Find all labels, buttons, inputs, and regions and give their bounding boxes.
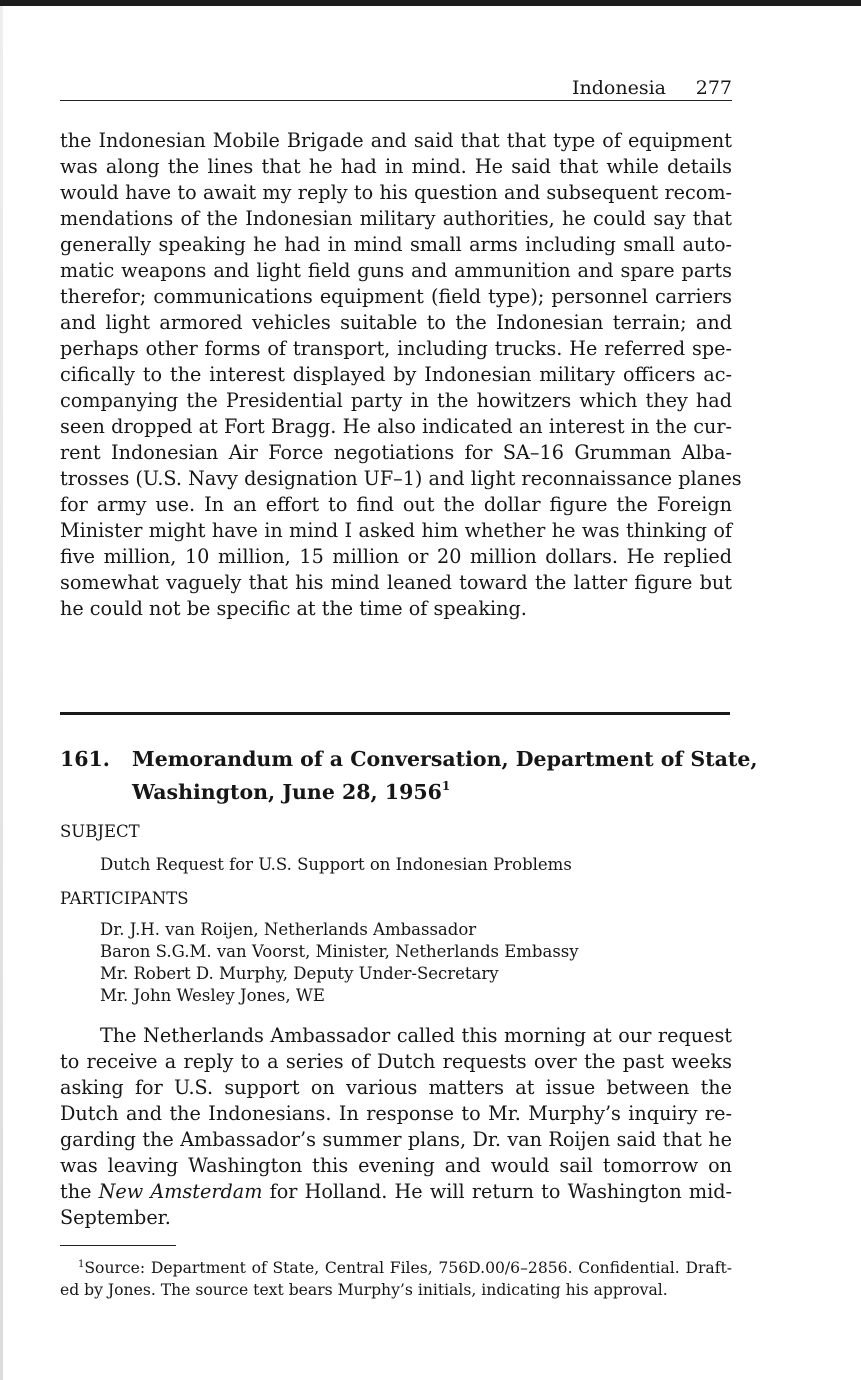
footnote <box>60 1254 732 1301</box>
page-number: 277 <box>695 77 732 99</box>
text-line: seen dropped at Fort Bragg. He also indicated an interest in the cur- <box>60 415 732 438</box>
participants-label: PARTICIPANTS <box>60 889 189 908</box>
text-line: asking for U.S. support on various matters at issue between the <box>60 1076 732 1099</box>
text-line: and light armored vehicles suitable to the Indonesian terrain; and <box>60 311 732 334</box>
text-line: generally speaking he had in mind small arms including small auto- <box>60 233 732 256</box>
text-line: somewhat vaguely that his mind leaned toward the latter figure but <box>60 571 732 594</box>
text-line: the Indonesian Mobile Brigade and said that that type of equipment <box>60 129 732 152</box>
text-line: Minister might have in mind I asked him whether he was thinking of <box>60 519 732 542</box>
participant-item: Mr. John Wesley Jones, WE <box>100 986 325 1005</box>
text-line: perhaps other forms of transport, including trucks. He referred spe- <box>60 337 732 360</box>
participant-item: Baron S.G.M. van Voorst, Minister, Netherlands Embassy <box>100 942 579 961</box>
text-line: companying the Presidential party in the howitzers which they had <box>60 389 732 412</box>
document-title-line: Memorandum of a Conversation, Department of State, <box>132 747 758 771</box>
text-line: for army use. In an effort to find out the dollar figure the Foreign <box>60 493 732 516</box>
text-line: therefor; communications equipment (field type); personnel carriers <box>60 285 732 308</box>
memo-paragraph <box>60 1023 732 1231</box>
header-rule <box>60 100 732 101</box>
text-line: rent Indonesian Air Force negotiations for SA–16 Grumman Alba- <box>60 441 732 464</box>
page-top-edge <box>0 0 861 6</box>
ship-name: New Amsterdam <box>98 1180 263 1203</box>
participants-list <box>100 919 579 1007</box>
text-line: he could not be specific at the time of speaking. <box>60 597 527 620</box>
text-line: September. <box>60 1206 171 1229</box>
text-line: to receive a reply to a series of Dutch requests over the past weeks <box>60 1050 732 1073</box>
document-number: 161. <box>60 747 110 771</box>
text-line: would have to await my reply to his question and subsequent recom- <box>60 181 732 204</box>
text-line: trosses (U.S. Navy designation UF–1) and light reconnaissance planes <box>60 467 742 490</box>
text-line: five million, 10 million, 15 million or 20 million dollars. He replied <box>60 545 732 568</box>
text-line: matic weapons and light field guns and ammunition and spare parts <box>60 259 732 282</box>
text-line: The Netherlands Ambassador called this morning at our request <box>100 1024 732 1047</box>
text-line: garding the Ambassador’s summer plans, Dr. van Roijen said that he <box>60 1128 732 1151</box>
document-title-line <box>132 773 732 806</box>
document-title-text: Washington, June 28, 1956 <box>132 780 442 804</box>
text-line: was along the lines that he had in mind. He said that while details <box>60 155 732 178</box>
page-binding-edge <box>0 6 3 1380</box>
text-segment: the <box>60 1180 92 1203</box>
text-line: was leaving Washington this evening and would sail tomorrow on <box>60 1154 732 1177</box>
footnote-marker: 1 <box>78 1259 85 1270</box>
footnote-rule <box>60 1245 176 1246</box>
text-line <box>60 1179 732 1205</box>
footnote-line <box>60 1254 732 1279</box>
footnote-text: Source: Department of State, Central Files, 756D.00/6–2856. Confidential. Draft- <box>84 1259 732 1277</box>
document-title <box>132 746 758 806</box>
participant-item: Dr. J.H. van Roijen, Netherlands Ambassador <box>100 920 477 939</box>
text-line: mendations of the Indonesian military authorities, he could say that <box>60 207 732 230</box>
text-line: cifically to the interest displayed by Indonesian military officers ac- <box>60 363 732 386</box>
subject-label: SUBJECT <box>60 822 140 841</box>
footnote-line: ed by Jones. The source text bears Murphy’s initials, indicating his approval. <box>60 1281 668 1299</box>
section-divider <box>60 712 730 715</box>
subject-text: Dutch Request for U.S. Support on Indonesian Problems <box>100 855 572 874</box>
text-segment: for Holland. He will return to Washington mid- <box>269 1180 732 1203</box>
running-header <box>60 76 732 100</box>
continued-paragraph <box>60 128 742 622</box>
text-line: Dutch and the Indonesians. In response to Mr. Murphy’s inquiry re- <box>60 1102 732 1125</box>
running-title: Indonesia <box>572 77 666 99</box>
participant-item: Mr. Robert D. Murphy, Deputy Under-Secretary <box>100 964 499 983</box>
footnote-reference: 1 <box>441 779 451 793</box>
